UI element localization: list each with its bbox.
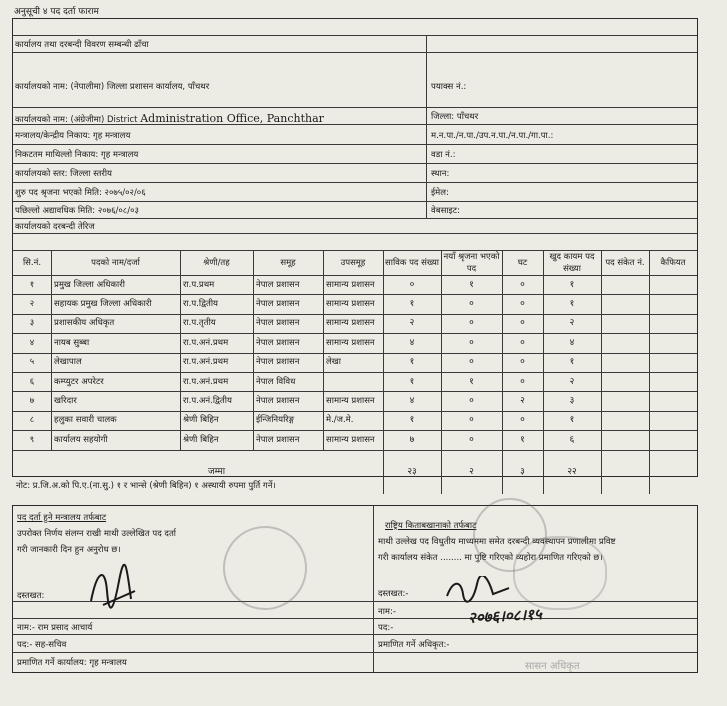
right-signature: दस्तखत:- [378,589,409,599]
office-name-english: Administration Office, Panchthar [140,112,324,125]
table-cell-old: १ [409,376,415,387]
table-cell-level: रा.प.अनं.प्रथम [183,337,229,348]
table-cell-subgroup: लेखा [326,357,341,368]
table-cell-group: नेपाल प्रशासन [256,434,300,445]
table-total-total_new: २ [469,466,474,477]
table-cell-old: १ [409,415,415,426]
superior-body: निकटतम माथिल्लो निकाय: गृह मन्त्रालय [15,150,139,160]
table-cell-minus: ० [520,337,525,348]
table-cell-sn: ३ [29,318,35,329]
left-name: नाम:- राम प्रसाद आचार्य [17,623,93,633]
table-cell-net: २ [569,318,575,329]
office-name-english-row [15,112,324,125]
table-cell-level: रा.प.अनं.द्वितीय [183,396,232,407]
right-line2: गरी कार्यालय संकेत ........ मा पुष्टि गरिएको व्यहोरा प्रमाणित गरिएको छ। [378,553,603,563]
table-header-cell: सि.नं. [22,257,42,268]
table-cell-subgroup: सामान्य प्रशासन [326,337,375,348]
table-cell-new: ० [469,357,474,368]
table-cell-level: रा.प.प्रथम [183,279,215,290]
table-cell-post: कार्यालय सहयोगी [54,434,108,445]
municipality: म.न.पा./न.पा./उप.न.पा./न.पा./गा.पा.: [431,131,554,141]
district: जिल्ला: पाँचथर [431,112,479,122]
table-cell-group: नेपाल प्रशासन [256,299,300,310]
right-position: पद:- [378,623,394,633]
left-line1: उपरोक्त निर्णय संलग्न राखी माथी उल्लेखित पद दर्ता [17,529,176,539]
payroll-no: पयाक्स नं.: [431,82,467,92]
email: ईमेल: [431,188,449,198]
right-name: नाम:- [378,607,396,617]
table-cell-minus: २ [520,396,525,407]
table-cell-subgroup: सामान्य प्रशासन [326,318,375,329]
right-signature-mark [443,576,513,606]
left-signature: दस्तखत: [17,591,45,601]
table-cell-old: २ [409,318,415,329]
table-cell-level: रा.प.तृतीय [183,318,216,329]
table-cell-minus: ० [520,279,525,290]
last-update-date: पछिल्लो अद्यावधिक मिति: २०७६/०८/०३ [15,206,139,216]
table-cell-old: ४ [409,396,415,407]
signature-section [12,505,698,673]
left-signature-mark [83,561,143,616]
table-cell-group: नेपाल विविध [256,376,296,387]
table-cell-post: नायब सुब्बा [54,337,90,348]
table-cell-new: ० [469,396,474,407]
table-cell-level: रा.प.द्वितीय [183,299,218,310]
table-cell-minus: ० [520,357,525,368]
table-cell-subgroup: सामान्य प्रशासन [326,396,375,407]
table-total-total_label: जम्मा [207,466,226,477]
table-cell-sn: २ [29,299,35,310]
office-stamp [513,536,607,610]
ward-no: वडा नं.: [431,150,456,160]
staff-detail-title: कार्यालयको दरबन्दी तेरिज [15,222,95,232]
place: स्थान: [431,169,450,179]
table-cell-new: ० [469,299,474,310]
table-cell-new: ० [469,434,474,445]
table-cell-sn: १ [29,279,35,290]
left-title: पद दर्ता हुने मन्त्रालय तर्फबाट [17,513,107,523]
table-cell-group: नेपाल प्रशासन [256,357,300,368]
left-certifying-office: प्रमाणित गर्ने कार्यालय: गृह मन्त्रालय [17,658,127,668]
table-cell-new: ० [469,415,474,426]
table-cell-old: १ [409,357,415,368]
table-cell-level: रा.प.अनं.प्रथम [183,376,229,387]
table-cell-minus: ० [520,318,525,329]
table-cell-minus: ० [520,415,525,426]
left-line2: गरी जानकारी दिन हुन अनुरोध छ। [17,545,121,555]
table-header-cell: समूह [280,257,296,268]
table-cell-old: १ [409,299,415,310]
table-cell-post: सहायक प्रमुख जिल्ला अधिकारी [54,299,152,310]
table-cell-sn: ४ [29,337,35,348]
table-cell-sn: ५ [29,357,35,368]
table-cell-subgroup [325,372,382,391]
ministry-stamp [223,526,307,610]
table-total-total_net: २२ [567,466,577,477]
office-level: कार्यालयको स्तर: जिल्ला स्तरीय [15,169,112,179]
table-cell-net: ३ [569,396,575,407]
note: नोट: प्र.जि.अ.को पि.ए.(ना.सु.) १ र भान्से (श्रेणी बिहिन) १ अस्थायी रुपमा पुर्ति गर्ने। [16,481,276,491]
post-creation-date: शुरु पद श्रृजना भएको मिति: २०७५/०२/०६ [15,188,146,198]
table-header-cell: नयाँ श्रृजना भएको पद [443,251,500,274]
table-cell-group: नेपाल प्रशासन [256,318,300,329]
table-header-cell: खुद कायम पद संख्या [549,251,595,274]
table-cell-sn: ६ [29,376,35,387]
table-cell-group: ईन्जिनियरिङ्ग [256,415,295,426]
table-cell-level: श्रेणी बिहिन [183,434,219,445]
table-cell-group: नेपाल प्रशासन [256,396,300,407]
table-cell-post: प्रशासकीय अधिकृत [54,318,115,329]
table-header-cell: श्रेणी/तह [203,257,230,268]
office-name-english-prefix: कार्यालयको नाम: (अंग्रेजीमा) District [15,115,138,125]
ministry: मन्त्रालय/केन्द्रीय निकाय: गृह मन्त्रालय [15,131,131,141]
table-cell-sn: ८ [29,415,35,426]
table-cell-net: ४ [569,337,575,348]
table-cell-sn: ९ [29,434,35,445]
table-cell-new: १ [469,279,474,290]
table-cell-net: १ [569,279,575,290]
table-cell-minus: ० [520,299,525,310]
table-cell-subgroup: सामान्य प्रशासन [326,279,375,290]
form-heading: अनुसूची ४ पद दर्ता फाराम [14,7,99,17]
section-title: कार्यालय तथा दरबन्दी विवरण सम्बन्धी ढाँचा [15,40,149,50]
table-cell-post: हलुका सवारी चालक [54,415,117,426]
table-cell-minus: ० [520,376,525,387]
table-cell-net: २ [569,376,575,387]
table-cell-new: ० [469,337,474,348]
table-cell-post: प्रमुख जिल्ला अधिकारी [54,279,125,290]
left-position: पद:- सह-सचिव [17,640,67,650]
table-cell-new: ० [469,318,474,329]
table-header-cell: पद संकेत नं. [605,257,645,268]
table-cell-old: ७ [409,434,415,445]
table-cell-net: १ [569,415,575,426]
table-cell-subgroup: सामान्य प्रशासन [326,434,375,445]
table-cell-new: १ [469,376,474,387]
right-title: राष्ट्रिय किताबखानाको तर्फबाट [385,521,477,531]
right-line1: माथी उल्लेख पद विधुतीय माध्यममा समेत दरबन्दी व्यवस्थापन प्रणालीमा प्रविष्ट [378,537,616,547]
table-cell-subgroup: सामान्य प्रशासन [326,299,375,310]
table-cell-minus: १ [520,434,525,445]
table-header-cell: कैफियत [660,257,686,268]
table-header-cell: साविक पद संख्या [385,257,439,268]
website: वेबसाइट: [431,206,460,216]
table-cell-net: ६ [569,434,575,445]
table-header-cell: पदको नाम/दर्जा [91,257,140,268]
table-cell-group: नेपाल प्रशासन [256,279,300,290]
table-total-total_minus: ३ [520,466,525,477]
table-cell-post: खरिदार [54,396,77,407]
table-cell-subgroup: मे./ज.मे. [326,415,354,426]
table-cell-old: ० [409,279,415,290]
table-cell-post: लेखापाल [54,357,82,368]
table-cell-sn: ७ [29,396,35,407]
table-cell-old: ४ [409,337,415,348]
table-cell-group: नेपाल प्रशासन [256,337,300,348]
table-cell-level: श्रेणी बिहिन [183,415,219,426]
table-cell-net: १ [569,299,575,310]
table-header-cell: घट [517,257,528,268]
table-header-cell: उपसमूह [340,257,366,268]
table-cell-post: कम्प्युटर अपरेटर [54,376,104,387]
handwritten-date: २०७६।०८।१५ [467,605,543,627]
table-cell-level: रा.प.अनं.प्रथम [183,357,229,368]
office-name-nepali: कार्यालयको नाम: (नेपालीमा) जिल्ला प्रशासन कार्यालय, पाँचथर [15,82,210,92]
top-form [12,18,698,477]
table-cell-net: १ [569,357,575,368]
faded-stamp-text: सासन अधिकृत [525,661,580,672]
right-certifier: प्रमाणित गर्ने अधिकृत:- [378,640,450,650]
table-total-total_old: २३ [407,466,417,477]
